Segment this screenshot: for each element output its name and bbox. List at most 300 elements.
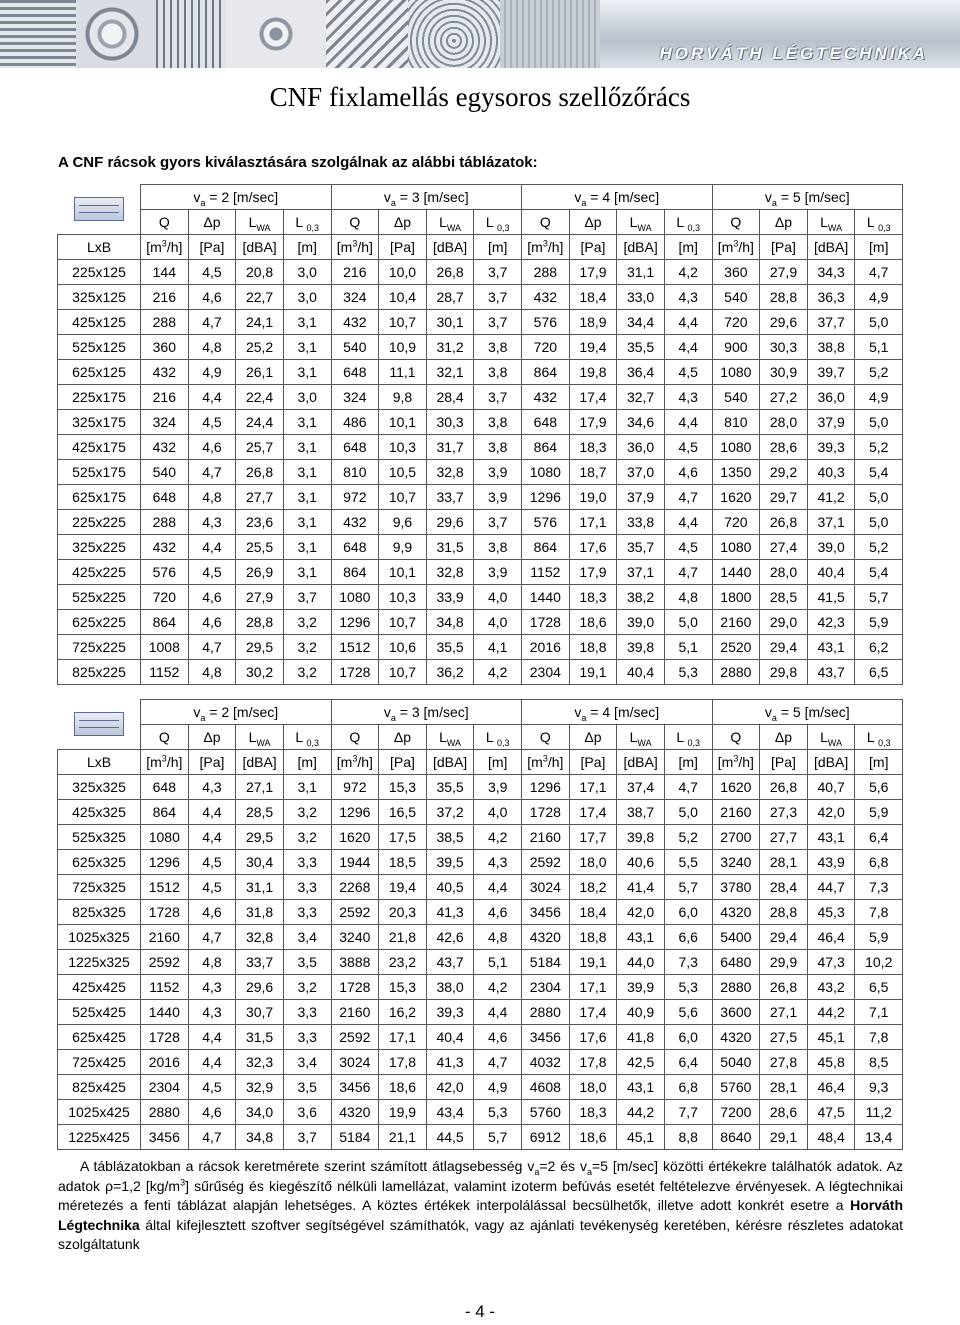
grille-icon [74,712,124,736]
value-cell: 864 [522,435,570,460]
value-cell: 7200 [712,1100,760,1125]
value-cell: 32,8 [426,560,474,585]
unit-header: [dBA] [426,750,474,775]
value-cell: 3024 [331,1050,379,1075]
value-cell: 25,2 [236,335,284,360]
value-cell: 18,2 [569,875,617,900]
value-cell: 26,8 [760,975,808,1000]
symbol-header: Δp [379,725,427,750]
value-cell: 2304 [141,1075,189,1100]
value-cell: 9,8 [379,385,427,410]
unit-header: [dBA] [426,235,474,260]
value-cell: 4,9 [855,285,903,310]
value-cell: 31,7 [426,435,474,460]
value-cell: 864 [141,610,189,635]
value-cell: 6,0 [664,900,712,925]
size-cell: 325x125 [58,285,141,310]
value-cell: 29,5 [236,635,284,660]
value-cell: 2700 [712,825,760,850]
value-cell: 4,4 [188,535,236,560]
value-cell: 4,4 [474,1000,522,1025]
value-cell: 5,3 [474,1100,522,1125]
value-cell: 39,7 [807,360,855,385]
value-cell: 4,8 [664,585,712,610]
value-cell: 3600 [712,1000,760,1025]
value-cell: 4320 [522,925,570,950]
value-cell: 38,5 [426,825,474,850]
value-cell: 4,8 [188,335,236,360]
value-cell: 2268 [331,875,379,900]
value-cell: 5,6 [664,1000,712,1025]
value-cell: 3,9 [474,485,522,510]
value-cell: 1296 [522,775,570,800]
unit-header: [dBA] [617,235,665,260]
value-cell: 24,1 [236,310,284,335]
unit-header: [m] [664,750,712,775]
size-cell: 425x425 [58,975,141,1000]
value-cell: 26,9 [236,560,284,585]
value-cell: 38,8 [807,335,855,360]
value-cell: 3,1 [283,510,331,535]
value-cell: 40,4 [426,1025,474,1050]
value-cell: 46,4 [807,1075,855,1100]
table-row [58,950,903,975]
value-cell: 5,3 [664,975,712,1000]
table-row [58,900,903,925]
value-cell: 31,1 [617,260,665,285]
value-cell: 1440 [712,560,760,585]
symbol-header: $L_{WA}$ [426,725,474,750]
symbol-header: Δp [760,210,808,235]
value-cell: 5,0 [855,310,903,335]
value-cell: 47,5 [807,1100,855,1125]
value-cell: 3,7 [283,585,331,610]
value-cell: 3,1 [283,360,331,385]
value-cell: 648 [141,485,189,510]
value-cell: 22,7 [236,285,284,310]
value-cell: 4,4 [474,875,522,900]
value-cell: 4,5 [188,410,236,435]
value-cell: 5760 [712,1075,760,1100]
value-cell: 324 [141,410,189,435]
value-cell: 3,3 [283,900,331,925]
value-cell: 3456 [141,1125,189,1150]
value-cell: 41,2 [807,485,855,510]
value-cell: 4,6 [188,585,236,610]
table-row [58,485,903,510]
unit-header: [dBA] [617,750,665,775]
grille-icon-cell [58,700,141,750]
value-cell: 29,4 [760,635,808,660]
value-cell: 40,6 [617,850,665,875]
value-cell: 38,2 [617,585,665,610]
size-cell: 325x325 [58,775,141,800]
value-cell: 4,0 [474,585,522,610]
value-cell: 37,2 [426,800,474,825]
value-cell: 3,0 [283,260,331,285]
value-cell: 42,0 [617,900,665,925]
value-cell: 4,4 [664,510,712,535]
unit-header: $[m^3/h]$ [331,750,379,775]
unit-header: [dBA] [236,235,284,260]
value-cell: 288 [141,510,189,535]
value-cell: 22,4 [236,385,284,410]
value-cell: 5760 [522,1100,570,1125]
size-cell: 425x325 [58,800,141,825]
table-row [58,1075,903,1100]
value-cell: 5,3 [664,660,712,685]
value-cell: 30,3 [426,410,474,435]
symbol-header: Q [141,210,189,235]
value-cell: 44,7 [807,875,855,900]
grille-photo-1 [0,0,76,68]
symbol-header: $L_{WA}$ [236,210,284,235]
value-cell: 432 [141,360,189,385]
value-cell: 4,6 [664,460,712,485]
value-cell: 45,3 [807,900,855,925]
value-cell: 3,2 [283,825,331,850]
value-cell: 3,1 [283,335,331,360]
value-cell: 3,3 [283,850,331,875]
value-cell: 27,3 [760,800,808,825]
value-cell: 1080 [712,435,760,460]
size-cell: 525x325 [58,825,141,850]
value-cell: 27,5 [760,1025,808,1050]
value-cell: 2520 [712,635,760,660]
value-cell: 5,2 [664,825,712,850]
value-cell: 4,3 [188,510,236,535]
value-cell: 33,9 [426,585,474,610]
value-cell: 23,2 [379,950,427,975]
value-cell: 1728 [141,1025,189,1050]
value-cell: 19,9 [379,1100,427,1125]
symbol-header: L $_{0,3}$ [664,725,712,750]
value-cell: 6,2 [855,635,903,660]
value-cell: 3,5 [283,950,331,975]
value-cell: 18,8 [569,635,617,660]
symbol-header: Q [712,210,760,235]
value-cell: 29,8 [760,660,808,685]
value-cell: 43,9 [807,850,855,875]
value-cell: 4,9 [855,385,903,410]
velocity-header-row [58,185,903,210]
value-cell: 3,1 [283,310,331,335]
value-cell: 5,1 [664,635,712,660]
value-cell: 3,1 [283,485,331,510]
value-cell: 4,1 [474,635,522,660]
value-cell: 16,2 [379,1000,427,1025]
value-cell: 3,1 [283,560,331,585]
symbol-header-row [58,725,903,750]
value-cell: 40,5 [426,875,474,900]
symbol-header: Δp [188,210,236,235]
selection-table-2 [57,699,903,1150]
value-cell: 9,6 [379,510,427,535]
value-cell: 324 [331,385,379,410]
table-row [58,635,903,660]
symbol-header: Δp [569,725,617,750]
value-cell: 27,7 [760,825,808,850]
value-cell: 5,4 [855,460,903,485]
unit-header: [m] [283,235,331,260]
value-cell: 1800 [712,585,760,610]
symbol-header: Δp [569,210,617,235]
value-cell: 10,7 [379,660,427,685]
value-cell: 5,2 [855,435,903,460]
value-cell: 1620 [712,775,760,800]
value-cell: 27,8 [760,1050,808,1075]
value-cell: 26,1 [236,360,284,385]
value-cell: 26,8 [760,510,808,535]
value-cell: 432 [141,435,189,460]
value-cell: 4,5 [664,435,712,460]
value-cell: 18,4 [569,900,617,925]
symbol-header: $L_{WA}$ [807,725,855,750]
symbol-header: L $_{0,3}$ [855,210,903,235]
value-cell: 27,2 [760,385,808,410]
value-cell: 44,5 [426,1125,474,1150]
value-cell: 720 [522,335,570,360]
value-cell: 576 [141,560,189,585]
value-cell: 28,0 [760,410,808,435]
value-cell: 1728 [331,660,379,685]
unit-header: [dBA] [236,750,284,775]
value-cell: 432 [331,510,379,535]
unit-header: [Pa] [760,235,808,260]
lxb-header: LxB [58,750,141,775]
value-cell: 6,6 [664,925,712,950]
value-cell: 288 [522,260,570,285]
value-cell: 42,6 [426,925,474,950]
size-cell: 625x425 [58,1025,141,1050]
value-cell: 2880 [712,975,760,1000]
value-cell: 10,3 [379,585,427,610]
value-cell: 43,1 [617,925,665,950]
value-cell: 576 [522,510,570,535]
value-cell: 1296 [331,800,379,825]
value-cell: 30,7 [236,1000,284,1025]
value-cell: 3,4 [283,1050,331,1075]
value-cell: 4,7 [474,1050,522,1075]
symbol-header: Q [522,725,570,750]
value-cell: 432 [522,385,570,410]
velocity-header: $v_a = 3$ [m/sec] [331,185,522,210]
value-cell: 18,0 [569,850,617,875]
value-cell: 34,0 [236,1100,284,1125]
grille-photo-5 [326,0,408,68]
value-cell: 4,3 [664,285,712,310]
value-cell: 4,3 [188,1000,236,1025]
value-cell: 3,2 [283,610,331,635]
value-cell: 4,2 [474,975,522,1000]
value-cell: 3,8 [474,410,522,435]
value-cell: 5,4 [855,560,903,585]
value-cell: 19,8 [569,360,617,385]
value-cell: 18,6 [569,610,617,635]
value-cell: 30,3 [760,335,808,360]
symbol-header-row [58,210,903,235]
symbol-header: $L_{WA}$ [617,725,665,750]
value-cell: 46,4 [807,925,855,950]
symbol-header: L $_{0,3}$ [283,725,331,750]
value-cell: 5,9 [855,800,903,825]
value-cell: 6,4 [855,825,903,850]
value-cell: 4,7 [188,310,236,335]
value-cell: 720 [141,585,189,610]
value-cell: 900 [712,335,760,360]
value-cell: 1512 [141,875,189,900]
value-cell: 576 [522,310,570,335]
page-number: - 4 - [464,1302,496,1321]
value-cell: 3,6 [283,1100,331,1125]
value-cell: 4,5 [188,560,236,585]
value-cell: 3,1 [283,435,331,460]
value-cell: 4320 [331,1100,379,1125]
value-cell: 42,0 [807,800,855,825]
value-cell: 28,4 [426,385,474,410]
table-row [58,1025,903,1050]
velocity-header: $v_a = 3$ [m/sec] [331,700,522,725]
value-cell: 216 [141,285,189,310]
unit-header: [dBA] [807,235,855,260]
value-cell: 1620 [712,485,760,510]
size-cell: 525x225 [58,585,141,610]
value-cell: 6,4 [664,1050,712,1075]
value-cell: 10,7 [379,610,427,635]
value-cell: 34,4 [617,310,665,335]
value-cell: 28,8 [236,610,284,635]
value-cell: 540 [141,460,189,485]
value-cell: 42,3 [807,610,855,635]
table-row [58,925,903,950]
symbol-header: Q [712,725,760,750]
value-cell: 21,1 [379,1125,427,1150]
value-cell: 18,6 [379,1075,427,1100]
value-cell: 3456 [331,1075,379,1100]
value-cell: 36,0 [617,435,665,460]
value-cell: 1152 [141,660,189,685]
value-cell: 33,0 [617,285,665,310]
value-cell: 3,1 [283,460,331,485]
value-cell: 29,5 [236,825,284,850]
value-cell: 4,6 [188,435,236,460]
value-cell: 3,0 [283,385,331,410]
value-cell: 4,3 [664,385,712,410]
value-cell: 4,7 [664,485,712,510]
unit-header: $[m^3/h]$ [712,235,760,260]
value-cell: 17,4 [569,385,617,410]
value-cell: 27,4 [760,535,808,560]
table-row [58,585,903,610]
value-cell: 4,2 [474,825,522,850]
unit-header: [Pa] [379,750,427,775]
value-cell: 2160 [331,1000,379,1025]
value-cell: 1512 [331,635,379,660]
size-cell: 1225x425 [58,1125,141,1150]
value-cell: 25,7 [236,435,284,460]
value-cell: 26,8 [426,260,474,285]
value-cell: 24,4 [236,410,284,435]
value-cell: 28,8 [760,900,808,925]
value-cell: 17,1 [569,775,617,800]
value-cell: 4,3 [188,975,236,1000]
value-cell: 3,9 [474,775,522,800]
value-cell: 4,7 [664,560,712,585]
value-cell: 5040 [712,1050,760,1075]
value-cell: 39,0 [617,610,665,635]
value-cell: 1728 [141,900,189,925]
value-cell: 216 [331,260,379,285]
value-cell: 10,9 [379,335,427,360]
value-cell: 7,3 [855,875,903,900]
size-cell: 1225x325 [58,950,141,975]
value-cell: 3,9 [474,460,522,485]
unit-header: [Pa] [569,235,617,260]
value-cell: 32,8 [236,925,284,950]
table-row [58,660,903,685]
table-row [58,800,903,825]
value-cell: 45,1 [807,1025,855,1050]
brand-logo: HORVÁTH LÉGTECHNIKA [659,44,928,63]
value-cell: 29,0 [760,610,808,635]
size-cell: 425x175 [58,435,141,460]
value-cell: 39,8 [617,825,665,850]
value-cell: 5,0 [664,610,712,635]
value-cell: 10,1 [379,410,427,435]
value-cell: 31,8 [236,900,284,925]
value-cell: 4,9 [474,1075,522,1100]
value-cell: 41,3 [426,1050,474,1075]
velocity-header: $v_a = 2$ [m/sec] [141,700,332,725]
table-row [58,1125,903,1150]
value-cell: 540 [712,285,760,310]
value-cell: 5,7 [855,585,903,610]
value-cell: 36,0 [807,385,855,410]
value-cell: 31,1 [236,875,284,900]
value-cell: 6,0 [664,1025,712,1050]
value-cell: 39,8 [617,635,665,660]
value-cell: 31,5 [426,535,474,560]
value-cell: 9,3 [855,1075,903,1100]
page-title: CNF fixlamellás egysoros szellőzőrács [269,82,691,112]
value-cell: 10,0 [379,260,427,285]
value-cell: 810 [331,460,379,485]
size-cell: 725x425 [58,1050,141,1075]
value-cell: 42,0 [426,1075,474,1100]
value-cell: 3240 [331,925,379,950]
value-cell: 6,8 [664,1075,712,1100]
selection-table-1 [57,184,903,685]
value-cell: 18,3 [569,585,617,610]
value-cell: 4,8 [474,925,522,950]
value-cell: 432 [141,535,189,560]
value-cell: 29,2 [760,460,808,485]
value-cell: 41,5 [807,585,855,610]
value-cell: 32,1 [426,360,474,385]
value-cell: 17,7 [569,825,617,850]
value-cell: 4,6 [188,1100,236,1125]
value-cell: 28,8 [760,285,808,310]
table-row [58,825,903,850]
grille-photo-7 [500,0,610,68]
value-cell: 864 [331,560,379,585]
value-cell: 32,8 [426,460,474,485]
value-cell: 17,5 [379,825,427,850]
value-cell: 8,8 [664,1125,712,1150]
unit-header: [m] [283,750,331,775]
value-cell: 2592 [331,1025,379,1050]
velocity-header-row [58,700,903,725]
